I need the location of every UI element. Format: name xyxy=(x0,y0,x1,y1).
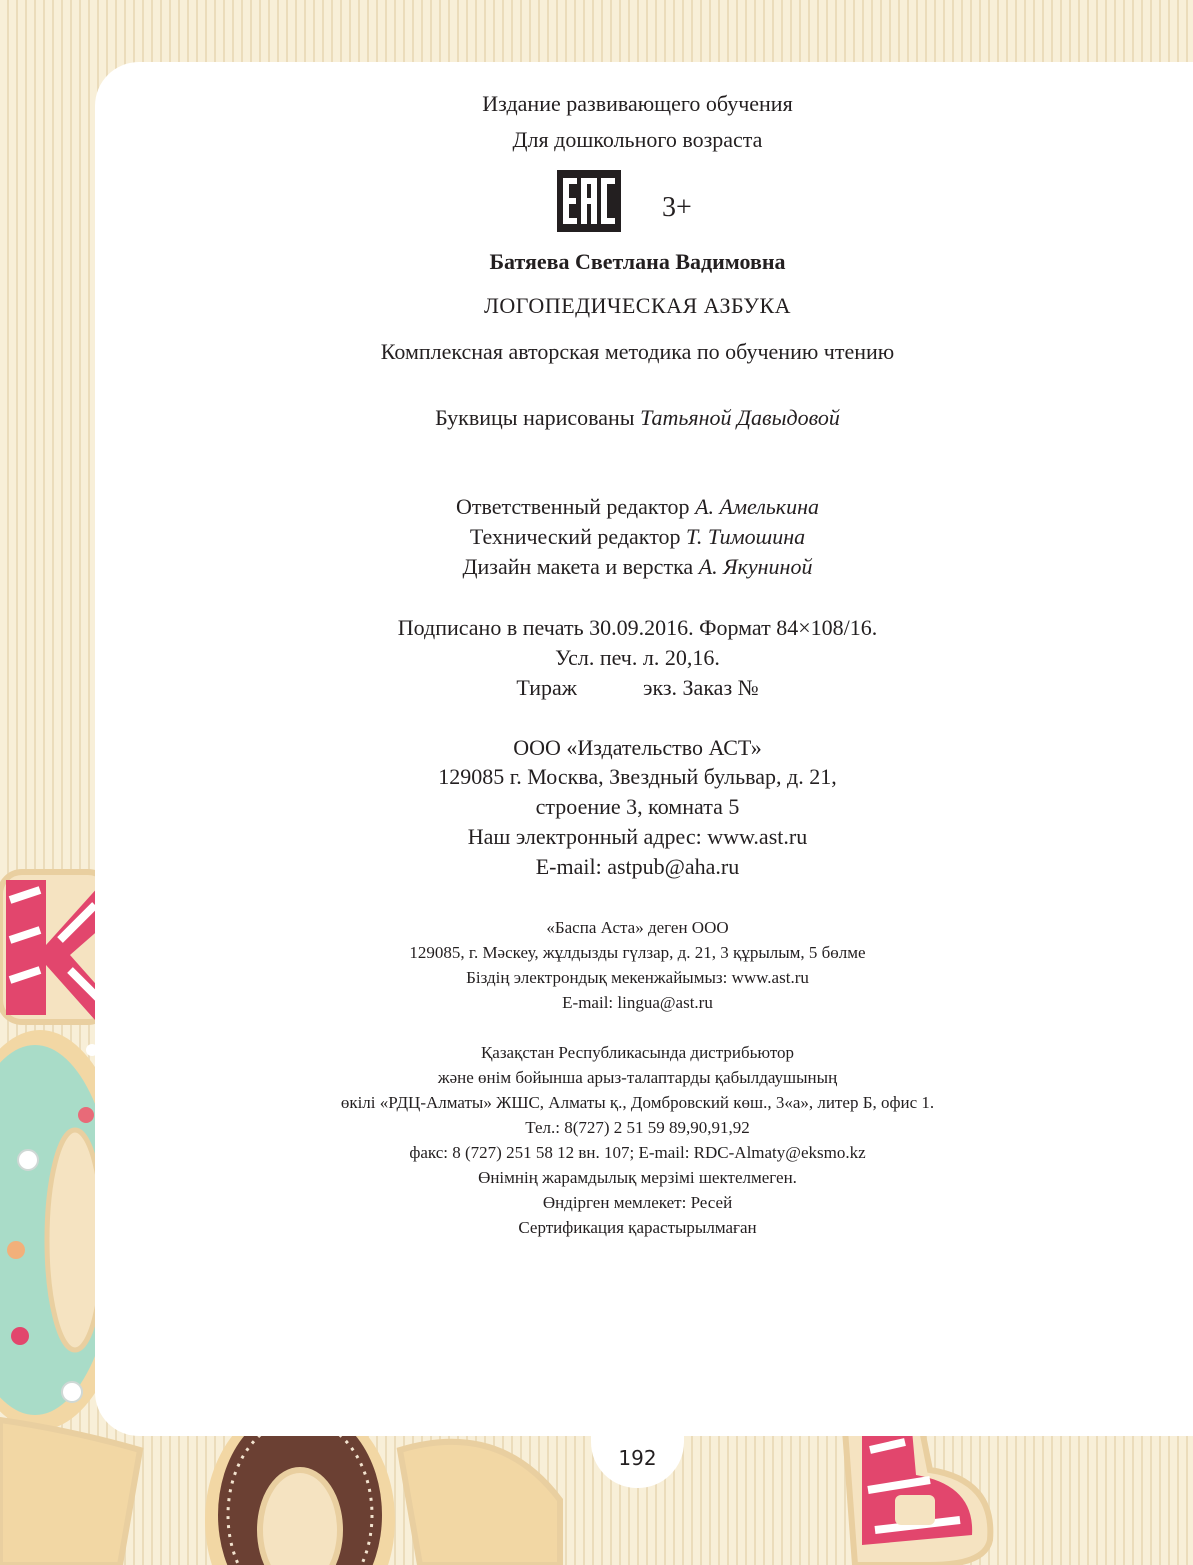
print-signed: Подписано в печать 30.09.2016. Формат 84×108/16. xyxy=(397,615,878,640)
edition-type: Издание развивающего обучения xyxy=(482,91,793,116)
credit-line xyxy=(95,554,1180,580)
credit-line xyxy=(95,494,1180,520)
credit-role: Технический редактор xyxy=(469,524,681,549)
age-rating: 3+ xyxy=(662,192,692,223)
illustrations-label: Буквицы нарисованы xyxy=(435,405,635,430)
publisher-line: ООО «Издательство АСТ» xyxy=(513,735,762,760)
credit-role: Ответственный редактор xyxy=(455,494,690,519)
publisher-line: 129085 г. Москва, Звездный бульвар, д. 21, xyxy=(438,764,837,789)
illustrator-name: Татьяной Давыдовой xyxy=(640,405,840,430)
distributor-line: өкілі «РДЦ-Алматы» ЖШС, Алматы қ., Домбровский көш., 3«а», литер Б, офис 1. xyxy=(340,1093,935,1112)
credit-name: Т. Тимошина xyxy=(686,524,806,549)
book-subtitle: Комплексная авторская методика по обучению чтению xyxy=(380,339,895,364)
distributor-line: Өнімнің жарамдылық мерзімі шектелмеген. xyxy=(478,1168,797,1187)
print-sheets: Усл. печ. л. 20,16. xyxy=(555,645,720,670)
credit-name: А. Амелькина xyxy=(695,494,820,519)
book-title: ЛОГОПЕДИЧЕСКАЯ АЗБУКА xyxy=(483,293,792,318)
page-number: 192 xyxy=(591,1428,684,1488)
credit-name: А. Якуниной xyxy=(698,554,813,579)
publisher-line: строение 3, комната 5 xyxy=(535,794,740,819)
candy-letter-k-icon xyxy=(0,872,110,1022)
candy-letter-b-icon xyxy=(845,1420,990,1565)
publisher-kz-line: 129085, г. Мәскеу, жұлдызды гүлзар, д. 21, 3 құрылым, 5 бөлме xyxy=(409,943,866,962)
distributor-fax: факс: 8 (727) 251 58 12 вн. 107; E-mail: RDC-Almaty@eksmo.kz xyxy=(409,1143,866,1162)
distributor-line: және өнім бойынша арыз-талаптарды қабылдаушының xyxy=(437,1068,838,1087)
publisher-kz-line: «Баспа Аста» деген ООО xyxy=(546,918,729,937)
publisher-kz-website: Біздің электрондық мекенжайымыз: www.ast.ru xyxy=(466,968,809,987)
print-run xyxy=(95,675,1180,701)
distributor-line: Өндірген мемлекет: Ресей xyxy=(542,1193,733,1212)
eac-mark-icon xyxy=(557,170,621,232)
age-group: Для дошкольного возраста xyxy=(512,127,763,152)
credit-line xyxy=(95,524,1180,550)
run-label: Тираж xyxy=(516,675,577,700)
distributor-phone: Тел.: 8(727) 2 51 59 89,90,91,92 xyxy=(525,1118,750,1137)
distributor-line: Қазақстан Республикасында дистрибьютор xyxy=(480,1043,795,1062)
illustrations-credit xyxy=(95,405,1180,431)
publisher-email: E-mail: astpub@aha.ru xyxy=(535,854,740,879)
author-name: Батяева Светлана Вадимовна xyxy=(489,249,786,274)
publisher-website: Наш электронный адрес: www.ast.ru xyxy=(467,824,808,849)
eac-logo xyxy=(557,170,621,232)
order-label: экз. Заказ № xyxy=(643,675,759,700)
credit-role: Дизайн макета и верстка xyxy=(462,554,694,579)
distributor-line: Сертификация қарастырылмаған xyxy=(518,1218,757,1237)
publisher-kz-email: E-mail: lingua@ast.ru xyxy=(562,993,713,1012)
